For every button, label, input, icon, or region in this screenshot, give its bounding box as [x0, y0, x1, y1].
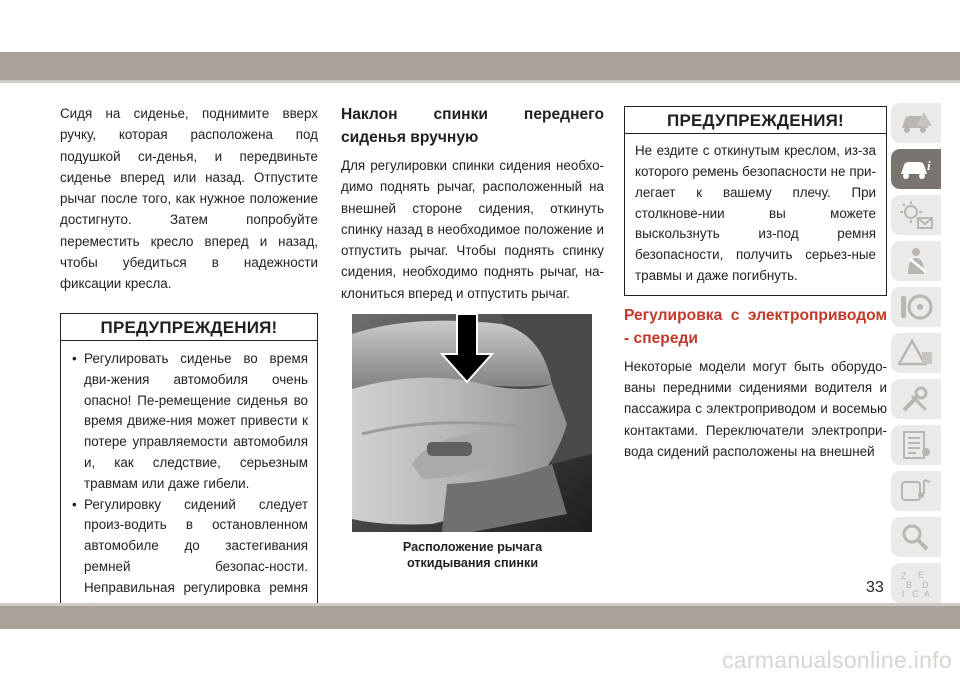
- svg-text:E: E: [918, 570, 925, 580]
- svg-text:I: I: [902, 589, 905, 598]
- footer: [0, 629, 960, 678]
- svg-text:C: C: [912, 589, 919, 598]
- column-left: [60, 103, 318, 670]
- svg-text:i: i: [927, 158, 931, 173]
- seat-illustration: [352, 314, 592, 532]
- page-number: 33: [866, 579, 884, 596]
- body-paragraph: Для регулировки спинки сидения необхо-димо поднять рычаг, расположенный на внешней стороне сидения, откинуть спинку назад в необходимое положение и отпустить рычаг. Чтобы поднять спинку сидения, необходимо поднять рычаг, на-клониться вперед и отпустить рычаг.: [341, 158, 604, 301]
- warning-title: ПРЕДУПРЕЖДЕНИЯ!: [625, 107, 886, 134]
- lights-mail-icon[interactable]: [891, 195, 941, 235]
- svg-text:B: B: [906, 580, 913, 590]
- body-paragraph: Некоторые модели могут быть оборудо-ваны передними сидениями водителя и пассажира с электроприводом и восемью контактами. Переключатели электропри-вода сидений расположены на внешней: [624, 358, 887, 460]
- seat-belt-icon[interactable]: [891, 241, 941, 281]
- car-info-icon[interactable]: [891, 149, 941, 189]
- search-icon[interactable]: [891, 517, 941, 557]
- body-paragraph: Сидя на сиденье, поднимите вверх ручку, которая расположена под подушкой си-денья, и передвиньте сиденье вперед или назад. Отпустите рычаг после того, как нужное положение достигнуто. Затем попробуйте переместить кресло вперед и назад, чтобы убедиться в надежности фиксации кресла.: [60, 106, 318, 292]
- column-right: [624, 103, 887, 462]
- music-nav-icon[interactable]: [891, 471, 941, 511]
- top-margin: [0, 0, 960, 47]
- car-warning-icon[interactable]: [891, 103, 941, 143]
- warning-item: • Регулировать сиденье во время дви-жения автомобиля очень опасно! Пе-ремещение сиденья во время движе-ния может привести к потере управляемости автомобиля и, как следствие, серьезным травмам или даже гибели.: [70, 349, 308, 495]
- watermark-text[interactable]: carmanualsonline.info: [721, 647, 952, 673]
- warning-title: ПРЕДУПРЕЖДЕНИЯ!: [61, 314, 317, 341]
- alphabet-index-icon[interactable]: [891, 563, 941, 603]
- svg-text:A: A: [924, 589, 931, 598]
- column-middle: [341, 103, 604, 571]
- chapter-tabs: [891, 103, 945, 609]
- section-heading: Регулировка с электроприводом - спереди: [624, 306, 887, 347]
- svg-text:D: D: [922, 580, 929, 590]
- document-checklist-icon[interactable]: [891, 425, 941, 465]
- footer-band: [0, 606, 960, 629]
- triangle-warning-icon[interactable]: [891, 333, 941, 373]
- tools-icon[interactable]: [891, 379, 941, 419]
- figure-caption: [341, 539, 604, 571]
- header-band-shadow: [0, 80, 960, 83]
- warning-item: • Регулировку сидений следует произ-водить в остановленном автомобиле до застегивания ремней безопас-ности. Неправильная регулировка ремня: [70, 495, 308, 661]
- section-heading: Наклон спинки переднего сиденья вручную: [341, 106, 604, 146]
- warning-box: [624, 106, 887, 296]
- header-band: [0, 52, 960, 80]
- steering-wheel-icon[interactable]: [891, 287, 941, 327]
- warning-text: Не ездите с откинутым креслом, из-за которого ремень безопасности не при-легает к вашему плечу. При столкнове-нии вы можете выскользнуть из-под ремня безопасности, получить серьез-ные травмы и даже погибнуть.: [635, 143, 876, 284]
- caption-line: Расположение рычага: [402, 540, 543, 555]
- seat-lever-photo: [352, 314, 592, 532]
- svg-text:Z: Z: [901, 571, 907, 581]
- caption-line: откидывания спинки: [406, 556, 539, 571]
